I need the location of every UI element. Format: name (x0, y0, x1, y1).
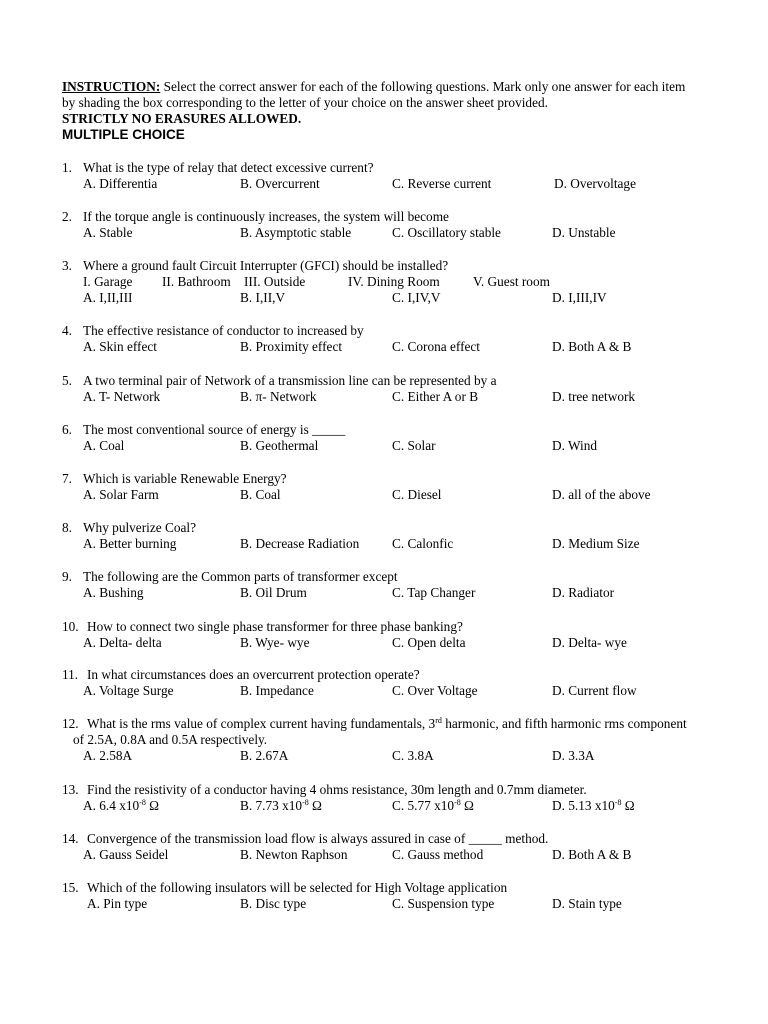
option-a: A. I,II,III (83, 290, 133, 305)
ohm-unit: Ω (621, 798, 635, 813)
option-a: A. Solar Farm (83, 487, 159, 502)
location-item: V. Guest room (473, 274, 550, 289)
question-text-continued: of 2.5A, 0.8A and 0.5A respectively. (73, 732, 268, 747)
option-text: B. 7.73 x10 (240, 798, 303, 813)
option-text: D. 5.13 x10 (552, 798, 615, 813)
question-text: How to connect two single phase transformer for three phase banking? (87, 619, 463, 634)
option-c: C. Oscillatory stable (392, 225, 501, 240)
instruction-line-1 (62, 79, 722, 95)
instruction-label: INSTRUCTION: (62, 79, 161, 94)
option-d: D. Unstable (552, 225, 616, 240)
option-d: D. Both A & B (552, 339, 632, 354)
option-b: B. Decrease Radiation (240, 536, 360, 551)
option-a: A. Bushing (83, 585, 144, 600)
option-d: D. Delta- wye (552, 635, 627, 650)
question-number: 9. (62, 569, 72, 584)
question-text-part: What is the rms value of complex current having fundamentals, 3 (87, 716, 436, 731)
option-d: D. tree network (552, 389, 636, 404)
question-text: Find the resistivity of a conductor having 4 ohms resistance, 30m length and 0.7mm diameter. (87, 782, 587, 797)
option-d: D. Wind (552, 438, 598, 453)
option-b: B. Overcurrent (240, 176, 320, 191)
question-number: 4. (62, 323, 72, 338)
question-11 (62, 667, 752, 700)
question-13 (62, 782, 752, 815)
question-4 (62, 323, 752, 356)
question-text: If the torque angle is continuously increases, the system will become (83, 209, 449, 224)
option-d: D. Medium Size (552, 536, 640, 551)
question-12 (62, 716, 752, 765)
option-c: C. Suspension type (392, 896, 495, 911)
exponent: -8 (302, 798, 309, 807)
question-number: 1. (62, 160, 72, 175)
question-number: 14. (62, 831, 79, 846)
option-b: B. Newton Raphson (240, 847, 348, 862)
question-number: 8. (62, 520, 72, 535)
option-c: C. Open delta (392, 635, 466, 650)
question-number: 15. (62, 880, 79, 895)
ohm-unit: Ω (308, 798, 322, 813)
option-a: A. Pin type (87, 896, 148, 911)
question-number: 2. (62, 209, 72, 224)
option-text: A. 6.4 x10 (83, 798, 140, 813)
option-c: C. Tap Changer (392, 585, 476, 600)
question-3 (62, 258, 752, 307)
instruction-text-2: by shading the box corresponding to the letter of your choice on the answer sheet provided. (62, 95, 548, 110)
question-text: Which is variable Renewable Energy? (83, 471, 287, 486)
option-b: B. Asymptotic stable (240, 225, 352, 240)
option-a: A. 2.58A (83, 748, 133, 763)
option-c: C. Over Voltage (392, 683, 478, 698)
option-b (240, 798, 322, 814)
no-erasures-warning: STRICTLY NO ERASURES ALLOWED. (62, 111, 302, 126)
question-9 (62, 569, 752, 602)
question-text: Convergence of the transmission load flow is always assured in case of _____ method. (87, 831, 549, 846)
option-d: D. Both A & B (552, 847, 632, 862)
option-b: B. Wye- wye (240, 635, 310, 650)
question-5 (62, 373, 752, 406)
question-text: What is the type of relay that detect excessive current? (83, 160, 374, 175)
question-text (87, 716, 687, 732)
option-a: A. Skin effect (83, 339, 157, 354)
option-a: A. T- Network (83, 389, 161, 404)
option-c (392, 798, 474, 814)
location-item: II. Bathroom (162, 274, 231, 289)
option-d: D. 3.3A (552, 748, 595, 763)
instruction-text-1: Select the correct answer for each of the following questions. Mark only one answer for each item (160, 79, 686, 94)
option-b: B. Proximity effect (240, 339, 343, 354)
question-10 (62, 619, 752, 652)
question-number: 12. (62, 716, 79, 731)
question-text: The following are the Common parts of transformer except (83, 569, 398, 584)
exponent: -8 (454, 798, 461, 807)
question-number: 13. (62, 782, 79, 797)
question-text: A two terminal pair of Network of a transmission line can be represented by a (83, 373, 497, 388)
option-a: A. Delta- delta (83, 635, 162, 650)
question-text: Where a ground fault Circuit Interrupter (GFCI) should be installed? (83, 258, 449, 273)
option-c: C. Diesel (392, 487, 442, 502)
option-a: A. Voltage Surge (83, 683, 174, 698)
option-b: B. Impedance (240, 683, 314, 698)
question-6 (62, 422, 752, 455)
section-heading: MULTIPLE CHOICE (62, 127, 185, 142)
question-number: 3. (62, 258, 72, 273)
ohm-unit: Ω (460, 798, 474, 813)
question-text: In what circumstances does an overcurrent protection operate? (87, 667, 420, 682)
option-b: B. Oil Drum (240, 585, 307, 600)
option-b: B. I,II,V (240, 290, 286, 305)
option-c: C. Calonfic (392, 536, 454, 551)
option-d: D. Overvoltage (554, 176, 636, 191)
option-c: C. 3.8A (392, 748, 434, 763)
question-1 (62, 160, 752, 193)
exponent: -8 (614, 798, 622, 807)
option-b: B. 2.67A (240, 748, 289, 763)
question-2 (62, 209, 752, 242)
option-c: C. Reverse current (392, 176, 492, 191)
question-number: 5. (62, 373, 72, 388)
option-d: D. Radiator (552, 585, 615, 600)
question-7 (62, 471, 752, 504)
exponent: -8 (139, 798, 146, 807)
question-number: 11. (62, 667, 79, 682)
location-item: IV. Dining Room (348, 274, 440, 289)
question-15 (62, 880, 752, 913)
option-c: C. Either A or B (392, 389, 479, 404)
option-c: C. Gauss method (392, 847, 484, 862)
option-a: A. Differentia (83, 176, 158, 191)
option-c: C. Solar (392, 438, 436, 453)
option-d (552, 798, 635, 814)
option-b: B. Coal (240, 487, 281, 502)
option-d: D. Current flow (552, 683, 637, 698)
option-b: B. π- Network (240, 389, 317, 404)
option-d: D. I,III,IV (552, 290, 607, 305)
question-text: The most conventional source of energy is _____ (83, 422, 346, 437)
location-item: III. Outside (244, 274, 306, 289)
instruction-block (62, 79, 722, 143)
ohm-unit: Ω (145, 798, 160, 813)
question-text: Why pulverize Coal? (83, 520, 196, 535)
location-list (62, 274, 752, 290)
option-b: B. Geothermal (240, 438, 319, 453)
option-d: D. Stain type (552, 896, 622, 911)
option-text: C. 5.77 x10 (392, 798, 455, 813)
question-number: 10. (62, 619, 79, 634)
question-8 (62, 520, 752, 553)
question-number: 7. (62, 471, 72, 486)
question-text: Which of the following insulators will be selected for High Voltage application (87, 880, 508, 895)
location-item: I. Garage (83, 274, 133, 289)
option-a (83, 798, 159, 814)
option-a: A. Stable (83, 225, 133, 240)
option-c: C. I,IV,V (392, 290, 441, 305)
option-a: A. Coal (83, 438, 125, 453)
question-text: The effective resistance of conductor to increased by (83, 323, 364, 338)
option-b: B. Disc type (240, 896, 307, 911)
option-c: C. Corona effect (392, 339, 481, 354)
option-a: A. Better burning (83, 536, 177, 551)
question-number: 6. (62, 422, 72, 437)
question-text-part: harmonic, and fifth harmonic rms component (441, 716, 687, 731)
option-d: D. all of the above (552, 487, 651, 502)
option-a: A. Gauss Seidel (83, 847, 169, 862)
question-14 (62, 831, 752, 864)
ordinal-suffix: rd (435, 716, 442, 725)
